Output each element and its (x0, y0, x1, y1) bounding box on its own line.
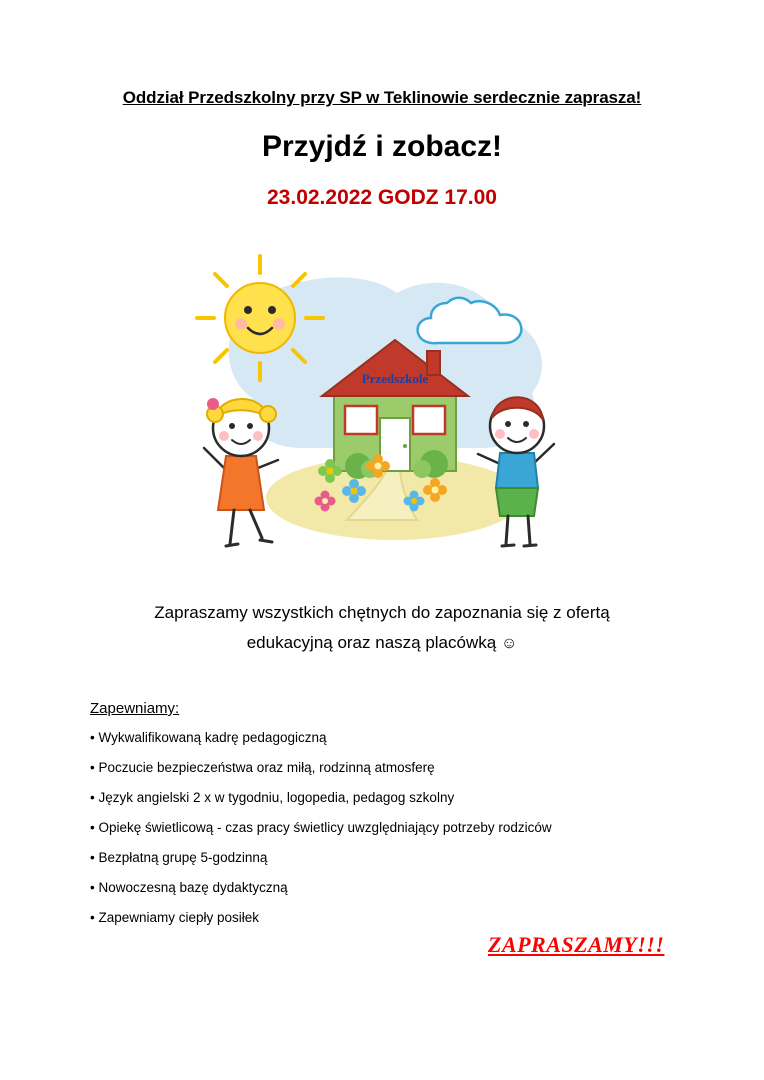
intro-line-1: Zapraszamy wszystkich chętnych do zapoznania się z ofertą (154, 603, 610, 622)
list-item: • Poczucie bezpieczeństwa oraz miłą, rodzinną atmosferę (90, 760, 435, 775)
page-title: Przyjdź i zobacz! (261, 130, 503, 163)
page-headline: Oddział Przedszkolny przy SP w Teklinowie serdecznie zaprasza! (122, 88, 642, 107)
event-datetime: 23.02.2022 GODZ 17.00 (267, 186, 497, 209)
list-item: • Nowoczesną bazę dydaktyczną (90, 880, 288, 895)
list-item: • Zapewniamy ciepły posiłek (90, 910, 260, 925)
kindergarten-illustration (182, 248, 582, 558)
intro-line-2: edukacyjną oraz naszą placówką (246, 633, 497, 652)
smiley-icon: ☺ (500, 635, 518, 652)
list-item: • Wykwalifikowaną kadrę pedagogiczną (90, 730, 327, 745)
girl-figure (204, 398, 278, 546)
list-item: • Opiekę świetlicową - czas pracy świetlicy uwzględniający potrzeby rodziców (90, 820, 552, 835)
assurances-heading: Zapewniamy: (90, 700, 180, 717)
house-sign-text: Przedszkole (361, 371, 429, 386)
list-item: • Bezpłatną grupę 5-godzinną (90, 850, 268, 865)
list-item: • Język angielski 2 x w tygodniu, logopedia, pedagog szkolny (90, 790, 455, 805)
intro-line-2-wrapper (0, 628, 764, 659)
intro-paragraph (0, 598, 764, 659)
closing-invitation: ZAPRASZAMY!!! (488, 932, 665, 957)
assurances-list (90, 730, 690, 940)
